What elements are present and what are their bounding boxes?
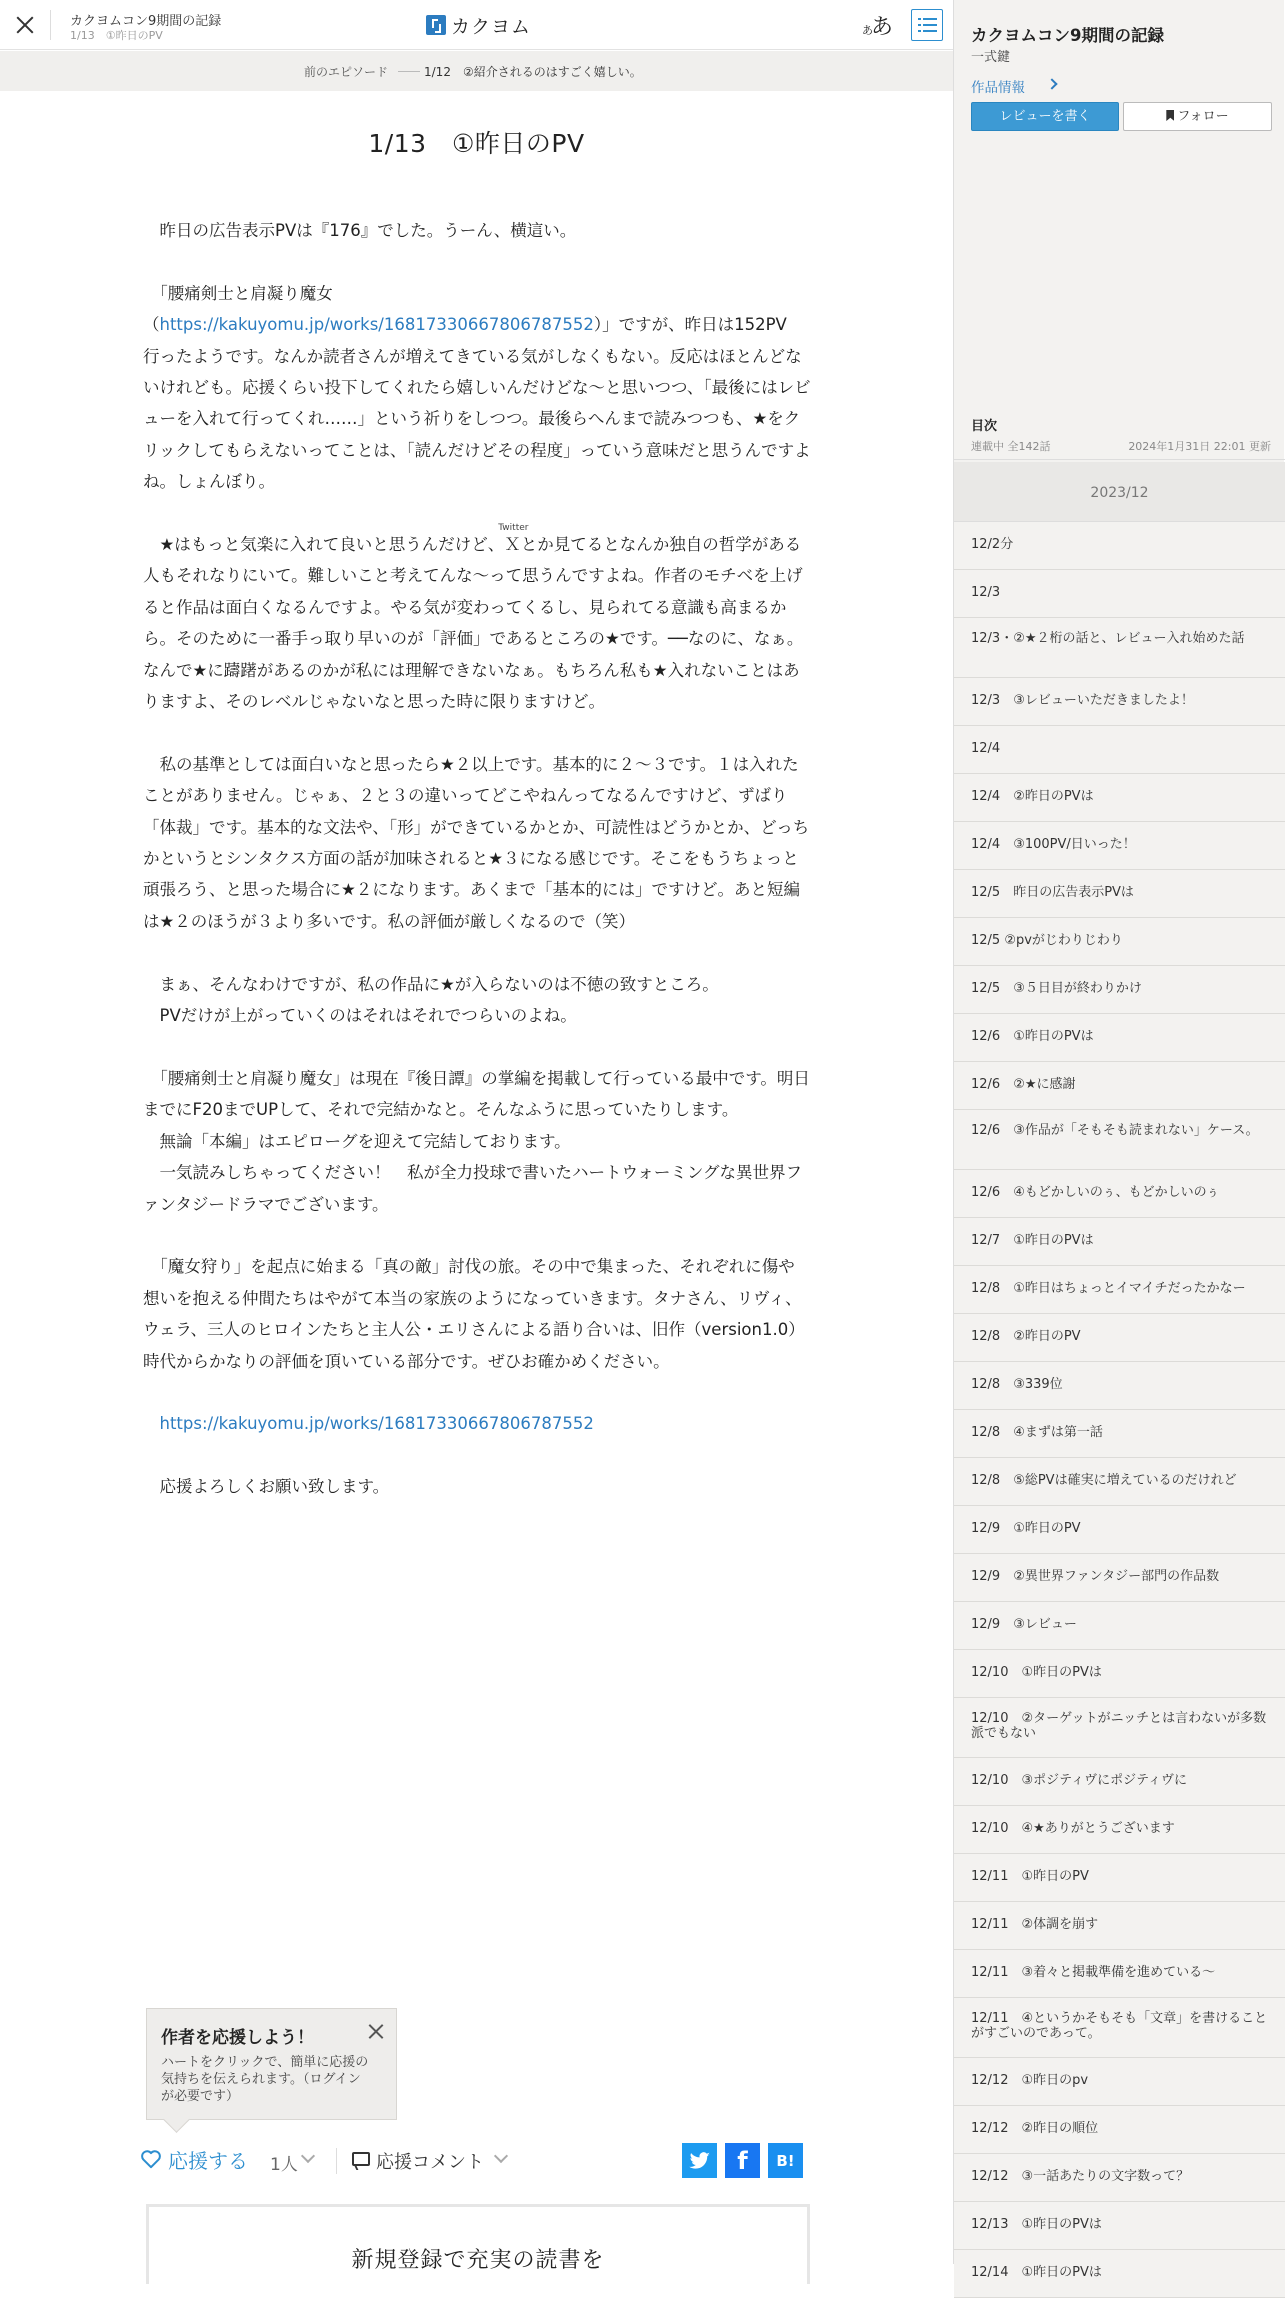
paragraph: 一気読みしちゃってください！ 私が全力投球で書いたハートウォーミングな異世界ファンタジードラマでございます。 (143, 1163, 803, 1214)
nav-divider (398, 71, 420, 72)
paragraph: 昨日の広告表示PVは『176』でした。うーん、横這い。 (143, 221, 577, 240)
prev-episode-link[interactable]: 前のエピソード (304, 65, 389, 79)
toc-episode-link[interactable]: 12/11 ②体調を崩す (954, 1902, 1285, 1950)
link-open-paren: （ (143, 315, 160, 335)
toc-episode-link[interactable]: 12/8 ②昨日のPV (954, 1314, 1285, 1362)
support-comment-button[interactable]: 応援コメント (376, 2152, 484, 2173)
paragraph: 私の基準としては面白いなと思ったら★２以上です。基本的に２〜３です。１は入れたことがありません。じゃぁ、２と３の違いってどこやねんってなるんですけど、ずばり「体裁」です。基本的な文法や、「形」ができているかとか、可読性はどうかとか、どっちかというとシンタクス方面の話が加味されると★３になる感じです。そこをもうちょっと頑張ろう、と思った場合に★２になります。あくまで「基本的には」ですけど。あと短編は★２のほうが３より多いです。私の評価が厳しくなるので（笑） (143, 754, 810, 931)
follow-label: フォロー (1177, 109, 1229, 124)
toc-episode-link[interactable]: 12/9 ②異世界ファンタジー部門の作品数 (954, 1554, 1285, 1602)
toc-episode-link[interactable]: 12/8 ③339位 (954, 1362, 1285, 1410)
popover-title: 作者を応援しよう！ (161, 2028, 314, 2048)
toc-episode-link[interactable]: 12/10 ④★ありがとうございます (954, 1806, 1285, 1854)
chevron-down-icon[interactable] (301, 2149, 315, 2163)
toc-episode-link[interactable]: 12/12 ③一話あたりの文字数って？ (954, 2154, 1285, 2202)
toc-episode-link[interactable]: 12/8 ⑤総PVは確実に増えているのだけれど (954, 1458, 1285, 1506)
paragraph (143, 309, 811, 497)
sidebar-work-title[interactable]: カクヨムコン9期間の記録 (971, 26, 1164, 45)
font-small-glyph: あ (862, 24, 873, 37)
toc-status: 連載中 全142話 (971, 440, 1051, 453)
toc-episode-link[interactable]: 12/12 ①昨日のpv (954, 2058, 1285, 2106)
popover-text: ハートをクリックで、簡単に応援の気持ちを伝えられます。（ログインが必要です） (161, 2055, 369, 2104)
toc-episode-link[interactable]: 12/14 ①昨日のPVは (954, 2250, 1285, 2298)
divider (336, 2148, 337, 2174)
close-icon[interactable] (12, 12, 38, 38)
toc-episode-link[interactable]: 12/6 ③作品が「そもそも読まれない」ケース。 (954, 1110, 1285, 1170)
toc-episode-link[interactable]: 12/10 ③ポジティヴにポジティヴに (954, 1758, 1285, 1806)
paragraph: 「腰痛剣士と肩凝り魔女」は現在『後日譚』の掌編を掲載して行っている最中です。明日までにF20までUPして、それで完結かなと。そんなふうに思っていたりします。 (143, 1068, 810, 1120)
toc-episode-link[interactable]: 12/11 ③着々と掲載準備を進めている〜 (954, 1950, 1285, 1998)
episode-nav-bar (0, 51, 953, 91)
header-work-title[interactable]: カクヨムコン9期間の記録 (70, 14, 222, 29)
heart-icon[interactable] (140, 2149, 162, 2169)
font-big-glyph: あ (871, 15, 894, 40)
signup-banner[interactable] (146, 2204, 810, 2284)
sidebar-author[interactable]: 一式鍵 (971, 50, 1011, 65)
toc-episode-link[interactable]: 12/5 ③５日目が終わりかけ (954, 966, 1285, 1014)
toc-episode-link[interactable]: 12/8 ①昨日はちょっとイマイチだったかなー (954, 1266, 1285, 1314)
work-link[interactable]: https://kakuyomu.jp/works/16817330667806787552 (159, 1414, 594, 1434)
close-icon[interactable] (368, 2023, 384, 2039)
toc-episode-link[interactable]: 12/7 ①昨日のPVは (954, 1218, 1285, 1266)
paragraph (143, 1408, 811, 1439)
toc-sidebar (953, 0, 1284, 2280)
support-bar (140, 2140, 810, 2180)
toc-episode-link[interactable]: 12/6 ①昨日のPVは (954, 1014, 1285, 1062)
toc-episode-link[interactable]: 12/9 ①昨日のPV (954, 1506, 1285, 1554)
ruby-base: Ｘ (504, 535, 521, 555)
signup-text: 新規登録で充実の読書を (351, 2248, 605, 2273)
paragraph-cont: 行ったようです。なんか読者さんが増えてきている気がしなくもない。反応はほとんどないけれども。応援くらい投下してくれたら嬉しいんだけどな〜と思いつつ、「最後にはレビューを入れて行ってくれ……」という祈りをしつつ。最後らへんまで読みつつも、★をクリックしてもらえないってことは、「読んだけどその程度」っていう意味だと思うんですよね。しょんぼり。 (143, 346, 811, 492)
work-link[interactable]: https://kakuyomu.jp/works/16817330667806787552 (159, 315, 594, 335)
toc-meta (971, 438, 1271, 454)
support-button[interactable]: 応援する (168, 2149, 248, 2173)
toc-episode-link[interactable]: 12/4 ③100PV/日いった！ (954, 822, 1285, 870)
ruby-text: Twitter (498, 523, 529, 534)
work-info-link[interactable]: 作品情報 (971, 80, 1025, 96)
paragraph-text: ★はもっと気楽に入れて良いと思うんだけど、 (143, 535, 505, 555)
toc-episode-link[interactable]: 12/5 ②pvがじわりじわり (954, 918, 1285, 966)
kakuyomu-logo[interactable] (426, 13, 531, 37)
follow-button[interactable] (1123, 102, 1272, 131)
facebook-share-icon[interactable]: f (725, 2143, 760, 2178)
toc-episode-link[interactable]: 12/3 (954, 570, 1285, 618)
header-episode-title: 1/13 ①昨日のPV (70, 29, 163, 42)
toc-episode-link[interactable]: 12/10 ②ターゲットがニッチとは言わないが多数派でもない (954, 1698, 1285, 1758)
toc-episode-link[interactable]: 12/4 ②昨日のPVは (954, 774, 1285, 822)
toc-episode-link[interactable]: 12/8 ④まずは第一話 (954, 1410, 1285, 1458)
paragraph (143, 523, 811, 717)
toc-episode-link[interactable]: 12/12 ②昨日の順位 (954, 2106, 1285, 2154)
toc-episode-link[interactable]: 12/11 ④というかそもそも「文章」を書けることがすごいのであって。 (954, 1998, 1285, 2058)
paragraph: PVだけが上がっていくのはそれはそれでつらいのよね。 (143, 1006, 577, 1026)
toc-episode-link[interactable]: 12/6 ④もどかしいのぅ、もどかしいのぅ (954, 1170, 1285, 1218)
toc-episode-link[interactable]: 12/2分 (954, 522, 1285, 570)
paragraph: 無論「本編」はエピローグを迎えて完結しております。 (143, 1131, 571, 1151)
support-count[interactable]: 1人 (270, 2155, 298, 2175)
support-popover (146, 2008, 397, 2120)
twitter-share-icon[interactable] (682, 2143, 717, 2178)
toc-episode-link[interactable]: 12/11 ①昨日のPV (954, 1854, 1285, 1902)
toc-updated: 2024年1月31日 22:01 更新 (1128, 440, 1271, 453)
toc-episode-link[interactable]: 12/4 (954, 726, 1285, 774)
write-review-button[interactable]: レビューを書く (971, 102, 1119, 131)
chevron-right-icon (1046, 78, 1057, 89)
toc-episode-link[interactable]: 12/3 ③レビューいただきましたよ！ (954, 678, 1285, 726)
header-divider (50, 10, 51, 40)
toc-list (954, 462, 1285, 2298)
toc-episode-link[interactable]: 12/5 昨日の広告表示PVは (954, 870, 1285, 918)
prev-episode-title[interactable]: 1/12 ②紹介されるのはすごく嬉しい。 (424, 65, 642, 79)
toc-heading: 目次 (971, 419, 998, 434)
toc-list-icon[interactable] (911, 9, 943, 41)
toc-episode-link[interactable]: 12/9 ③レビュー (954, 1602, 1285, 1650)
paragraph-text: とか見てるとなんか独自の哲学がある人もそれなりにいて。難しいこと考えてんな〜って思うんですよね。作者のモチベを上げると作品は面白くなるんですよ。やる気が変わってくるし、見られてる意識も高まるから。そのために一番手っ取り早いのが「評価」であるところの★です。──なのに、なぁ。なんで★に躊躇があるのかが私には理解できないなぁ。もちろん私も★入れないことはありますよ、そのレベルじゃないなと思った時に限りますけど。 (143, 535, 804, 712)
paragraph: まぁ、そんなわけですが、私の作品に★が入らないのは不徳の致すところ。 (143, 974, 719, 994)
logo-text: カクヨム (451, 15, 532, 38)
toc-group-header[interactable]: 2023/12 (954, 462, 1285, 522)
episode-title: 1/13 ①昨日のPV (368, 129, 585, 158)
episode-body (143, 215, 811, 1503)
divider (954, 459, 1285, 460)
chevron-down-icon[interactable] (494, 2149, 508, 2163)
bookmark-plus-icon (1166, 110, 1174, 121)
logo-mark-icon (426, 15, 446, 35)
toc-episode-link[interactable]: 12/6 ②★に感謝 (954, 1062, 1285, 1110)
comment-icon[interactable] (352, 2152, 370, 2166)
font-size-button[interactable] (862, 10, 894, 40)
reader-header (0, 0, 953, 50)
toc-episode-link[interactable]: 12/10 ①昨日のPVは (954, 1650, 1285, 1698)
toc-episode-link[interactable]: 12/3・②★２桁の話と、レビュー入れ始めた話 (954, 618, 1285, 678)
paragraph: 応援よろしくお願い致します。 (143, 1477, 390, 1497)
toc-episode-link[interactable]: 12/13 ①昨日のPVは (954, 2202, 1285, 2250)
link-after-text: ）」ですが、昨日は152PV (593, 315, 787, 335)
ruby (498, 523, 529, 560)
hatena-share-icon[interactable]: B! (768, 2143, 803, 2178)
paragraph: 「魔女狩り」を起点に始まる「真の敵」討伐の旅。その中で集まった、それぞれに傷や想いを抱える仲間たちはやがて本当の家族のようになっていきます。タナさん、リヴィ、ウェラ、三人のヒロインたちと主人公・エリさんによる語り合いは、旧作（version1.0）時代からかなりの評価を頂いている部分です。ぜひお確かめください。 (143, 1257, 805, 1371)
paragraph: 「腰痛剣士と肩凝り魔女 (143, 283, 333, 303)
